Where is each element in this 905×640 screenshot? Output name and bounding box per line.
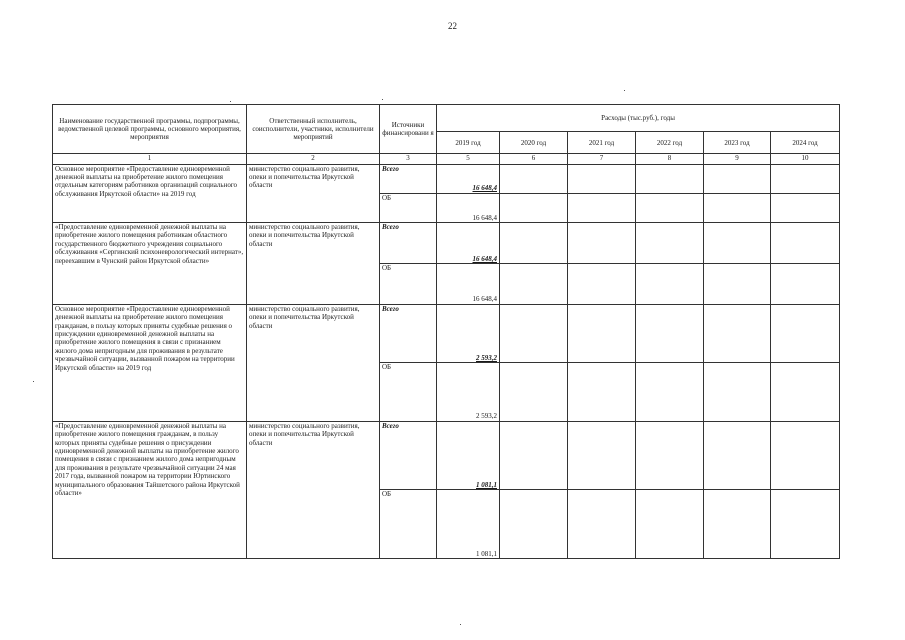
- empty-cell: [636, 421, 704, 490]
- scan-speck: [382, 99, 383, 100]
- program-name: «Предоставление единовременной денежной выплаты на приобретение жилого помещения гражданам, в пользу которых приняты судебные решения о присуждении единовременной денежной выплаты на приобретение жилого помещения в связи с признанием жилого дома непригодным для проживания в результате чрезвычайной ситуации 24 мая 2017 года, вызванной пожаром на территории Юртинского муниципального образования Тайшетского района Иркутской области»: [53, 421, 247, 558]
- header-year-2021: 2021 год: [568, 132, 636, 154]
- executor-name: министерство социального развития, опеки и попечительства Иркутской области: [247, 421, 380, 558]
- column-number: 3: [380, 154, 437, 164]
- executor-name: министерство социального развития, опеки и попечительства Иркутской области: [247, 304, 380, 421]
- empty-cell: [704, 164, 771, 193]
- empty-cell: [500, 223, 568, 264]
- source-total-label: [380, 421, 437, 490]
- scan-speck: [33, 381, 34, 382]
- empty-cell: [568, 193, 636, 222]
- source-total-text: Всего: [382, 421, 399, 430]
- empty-cell: [704, 193, 771, 222]
- empty-cell: [568, 421, 636, 490]
- empty-cell: [771, 421, 840, 490]
- empty-cell: [771, 304, 840, 363]
- empty-cell: [500, 264, 568, 304]
- program-name: Основное мероприятие «Предоставление единовременной денежной выплаты на приобретение жилого помещения отдельным категориям работников организаций социального обслуживания Иркутской области» на 2019 год: [53, 164, 247, 223]
- ob-2019-value: 16 648,4: [437, 264, 500, 304]
- source-total-label: [380, 304, 437, 363]
- page-number: 22: [448, 21, 457, 31]
- total-2019-value: 16 648,4: [472, 184, 497, 193]
- source-total-text: Всего: [382, 223, 399, 231]
- column-number: 8: [636, 154, 704, 164]
- program-name: «Предоставление единовременной денежной выплаты на приобретение жилого помещения работникам областного государственного бюджетного учреждения социального обслуживания «Сергинский психоневрологический интернат», переехавшим в Чунский район Иркутской области»: [53, 223, 247, 305]
- source-ob-label: ОБ: [380, 264, 437, 304]
- empty-cell: [500, 193, 568, 222]
- header-year-2024: 2024 год: [771, 132, 840, 154]
- source-ob-label: ОБ: [380, 490, 437, 559]
- column-number: 10: [771, 154, 840, 164]
- empty-cell: [568, 304, 636, 363]
- empty-cell: [771, 193, 840, 222]
- column-number: 6: [500, 154, 568, 164]
- empty-cell: [771, 363, 840, 422]
- header-year-2020: 2020 год: [500, 132, 568, 154]
- column-number: 2: [247, 154, 380, 164]
- total-2019-value: 16 648,4: [472, 254, 497, 263]
- column-number: 5: [437, 154, 500, 164]
- column-number: 7: [568, 154, 636, 164]
- empty-cell: [500, 304, 568, 363]
- total-2019-value: 1 081,1: [476, 480, 497, 489]
- total-2019-cell: [437, 421, 500, 490]
- source-total-label: [380, 223, 437, 264]
- empty-cell: [636, 304, 704, 363]
- column-number: 1: [53, 154, 247, 164]
- executor-name: министерство социального развития, опеки и попечительства Иркутской области: [247, 223, 380, 305]
- empty-cell: [636, 490, 704, 559]
- total-2019-cell: [437, 164, 500, 193]
- header-source: Источники финансировани я: [380, 105, 437, 154]
- empty-cell: [704, 304, 771, 363]
- scan-speck: [624, 90, 625, 91]
- empty-cell: [568, 223, 636, 264]
- header-year-2023: 2023 год: [704, 132, 771, 154]
- empty-cell: [636, 223, 704, 264]
- source-ob-label: ОБ: [380, 363, 437, 422]
- executor-name: министерство социального развития, опеки и попечительства Иркутской области: [247, 164, 380, 223]
- header-program: Наименование государственной программы, подпрограммы, ведомственной целевой программы, основного мероприятия, мероприятия: [53, 105, 247, 154]
- empty-cell: [636, 363, 704, 422]
- empty-cell: [771, 490, 840, 559]
- ob-2019-value: 16 648,4: [437, 193, 500, 222]
- empty-cell: [636, 193, 704, 222]
- header-executor: Ответственный исполнитель, соисполнители, участники, исполнители мероприятий: [247, 105, 380, 154]
- empty-cell: [568, 164, 636, 193]
- empty-cell: [704, 421, 771, 490]
- scan-speck: [460, 624, 461, 625]
- empty-cell: [771, 223, 840, 264]
- source-total-text: Всего: [382, 304, 399, 313]
- header-year-2019: 2019 год: [437, 132, 500, 154]
- scan-speck: [230, 101, 231, 102]
- empty-cell: [636, 164, 704, 193]
- empty-cell: [704, 490, 771, 559]
- empty-cell: [500, 164, 568, 193]
- header-year-2022: 2022 год: [636, 132, 704, 154]
- column-number: 9: [704, 154, 771, 164]
- total-2019-value: 2 593,2: [476, 353, 497, 362]
- empty-cell: [500, 363, 568, 422]
- empty-cell: [636, 264, 704, 304]
- program-name: Основное мероприятие «Предоставление единовременной денежной выплаты на приобретение жилого помещения гражданам, в пользу которых приняты судебные решения о присуждении единовременной денежной выплаты на приобретение жилого помещения в связи с признанием жилого дома непригодным для проживания в результате чрезвычайной ситуации, вызванной пожаром на территории Иркутской области» на 2019 год: [53, 304, 247, 421]
- empty-cell: [568, 490, 636, 559]
- total-2019-cell: [437, 304, 500, 363]
- empty-cell: [568, 264, 636, 304]
- expenses-table: [52, 104, 840, 559]
- source-total-label: [380, 164, 437, 193]
- ob-2019-value: 1 081,1: [437, 490, 500, 559]
- total-2019-cell: [437, 223, 500, 264]
- empty-cell: [704, 264, 771, 304]
- ob-2019-value: 2 593,2: [437, 363, 500, 422]
- empty-cell: [500, 421, 568, 490]
- empty-cell: [500, 490, 568, 559]
- source-ob-label: ОБ: [380, 193, 437, 222]
- empty-cell: [771, 164, 840, 193]
- empty-cell: [568, 363, 636, 422]
- empty-cell: [704, 363, 771, 422]
- source-total-text: Всего: [382, 164, 399, 173]
- header-expenses: Расходы (тыс.руб.), годы: [437, 105, 840, 132]
- empty-cell: [704, 223, 771, 264]
- empty-cell: [771, 264, 840, 304]
